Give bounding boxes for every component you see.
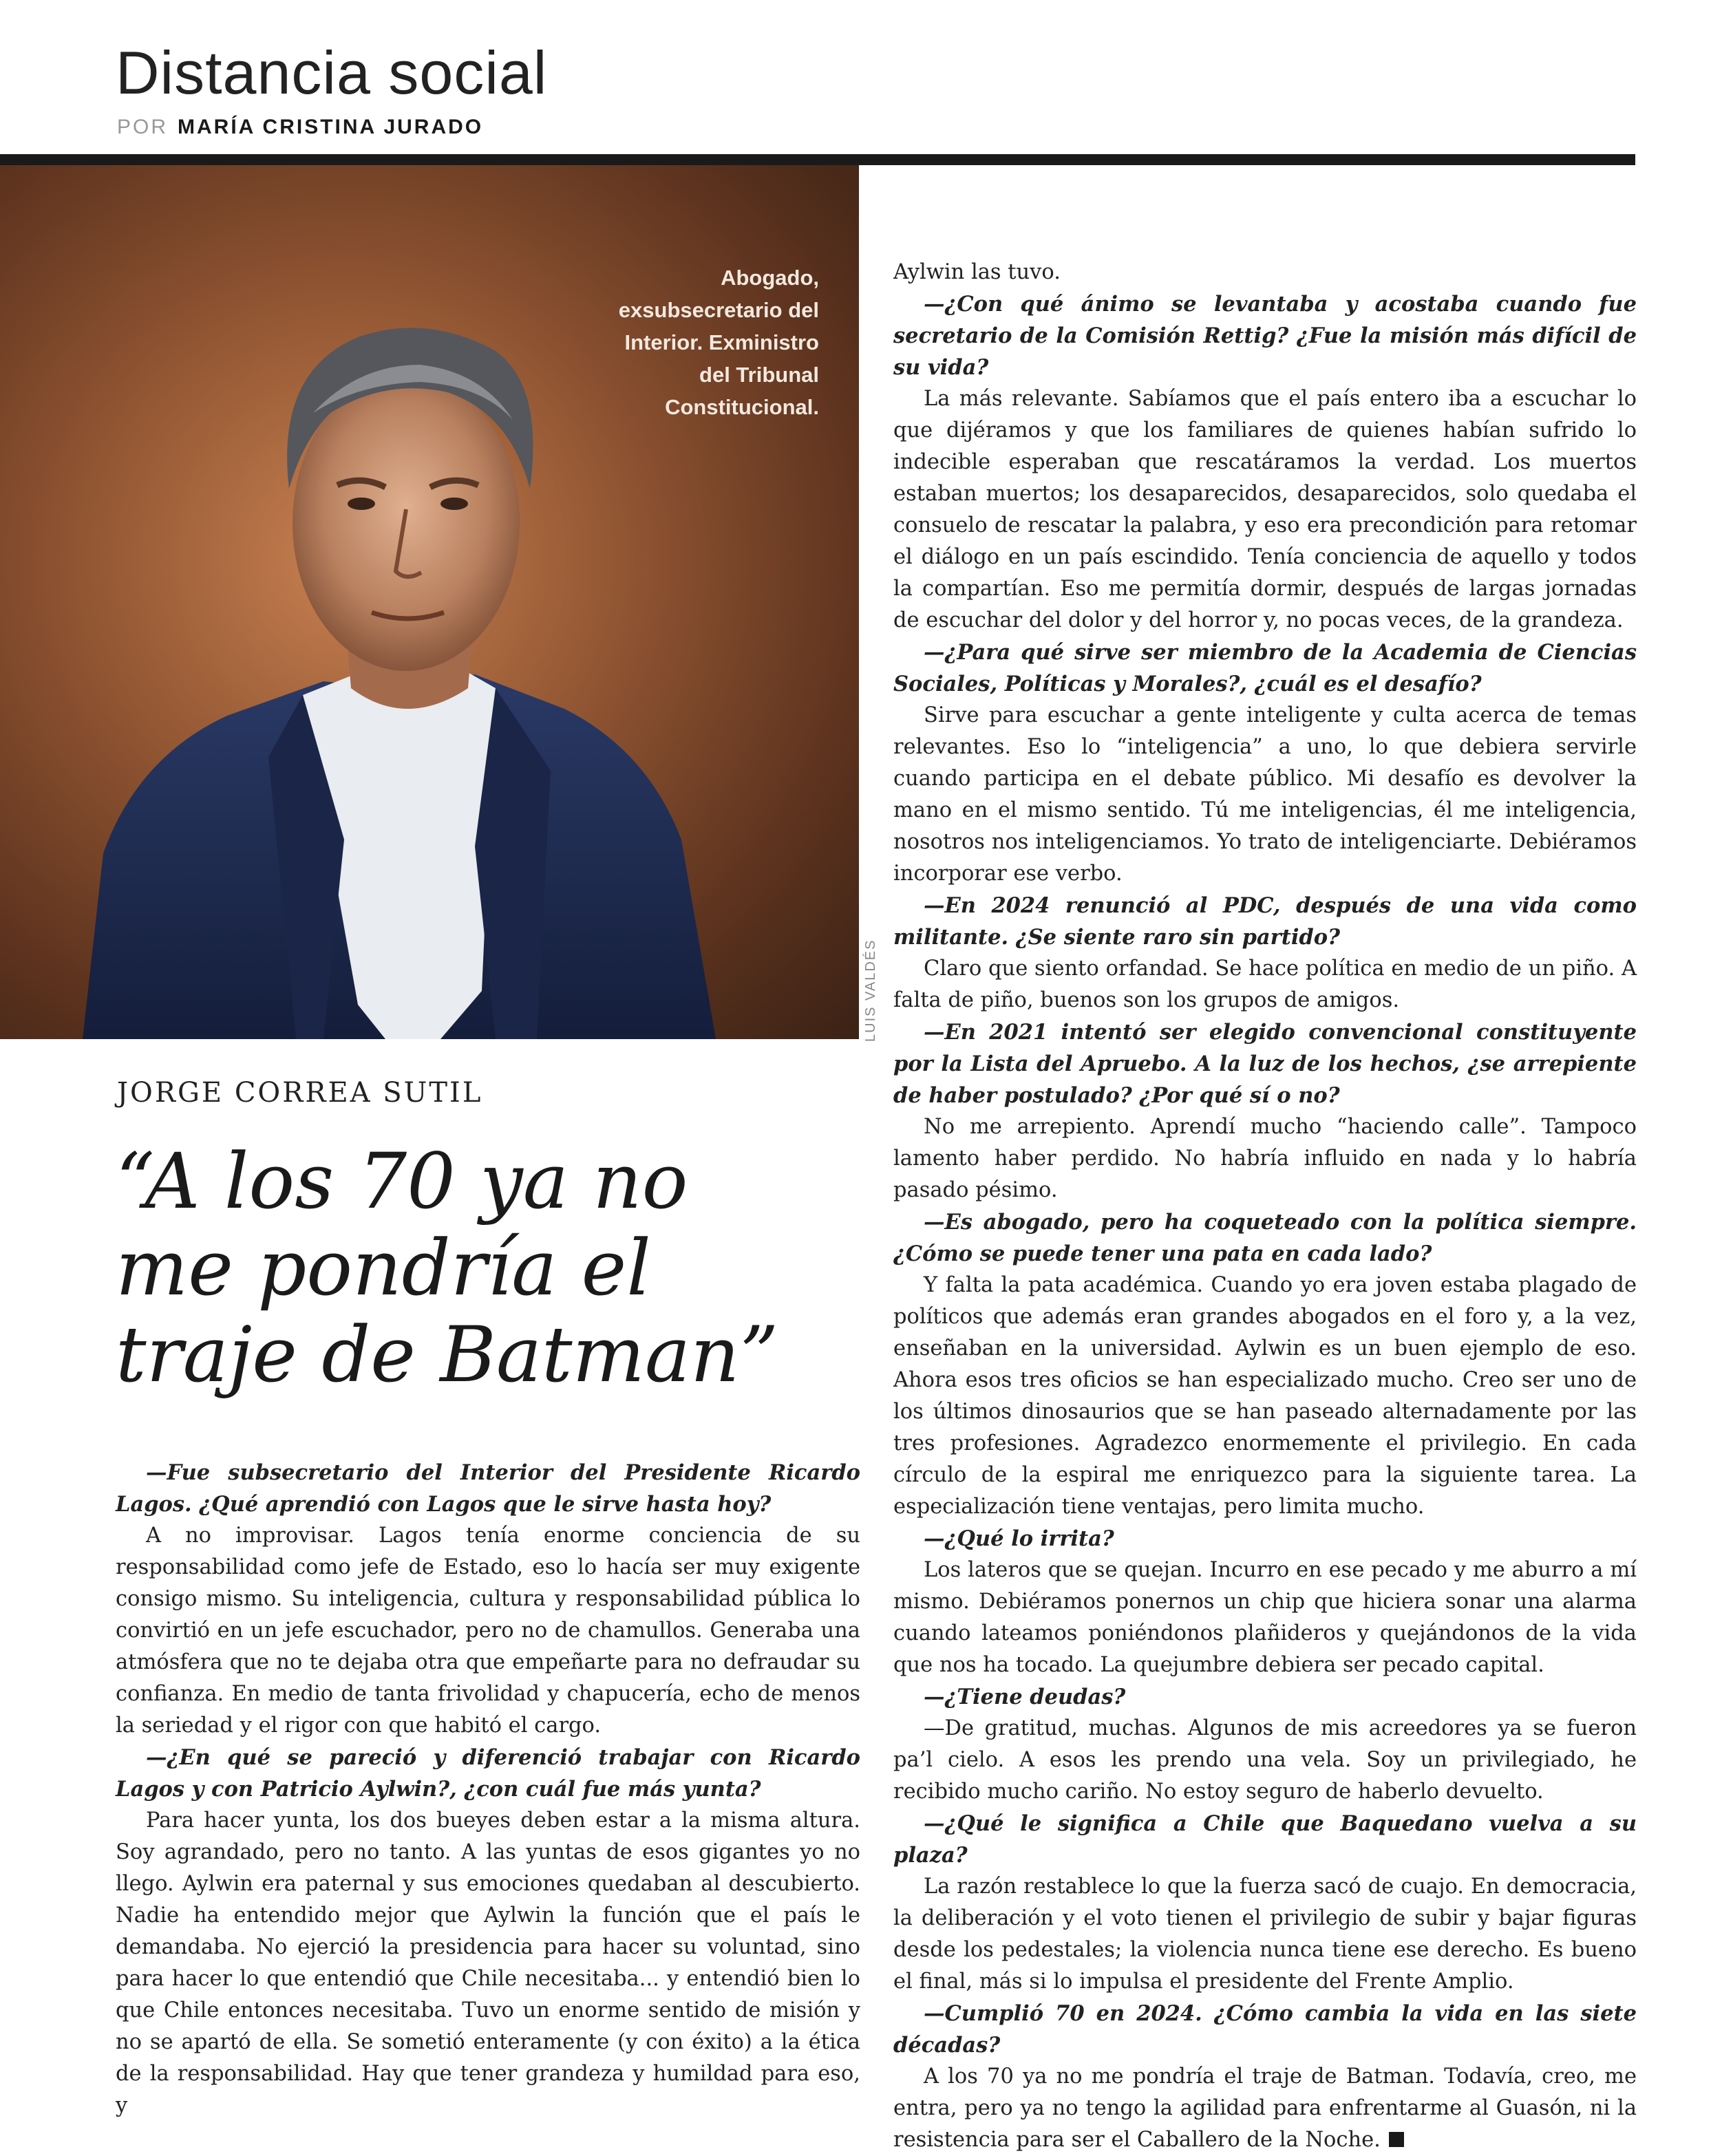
- headline: [116, 1139, 859, 1399]
- article-column-left: [116, 1457, 860, 2122]
- end-mark-icon: [1389, 2132, 1404, 2147]
- interview-question: —Fue subsecretario del Interior del Presidente Ricardo Lagos. ¿Qué aprendió con Lagos que le sirve hasta hoy?: [116, 1460, 860, 1517]
- interview-question: —En 2024 renunció al PDC, después de una vida como militante. ¿Se siente raro sin partido?: [893, 893, 1637, 950]
- interview-question: —¿Tiene deudas?: [924, 1685, 1126, 1709]
- interview-answer-continued: Aylwin las tuvo.: [893, 260, 1061, 284]
- interview-question: —En 2021 intentó ser elegido convencional constituyente por la Lista del Apruebo. A la luz de los hechos, ¿se arrepiente de haber postulado? ¿Por qué sí o no?: [893, 1020, 1637, 1108]
- interview-answer: Claro que siento orfandad. Se hace política en medio de un piño. A falta de piño, buenos son los grupos de amigos.: [893, 957, 1637, 1012]
- interview-question: —Cumplió 70 en 2024. ¿Cómo cambia la vida en las siete décadas?: [893, 2001, 1637, 2058]
- final-answer-text: A los 70 ya no me pondría el traje de Batman. Todavía, creo, me entra, pero ya no tengo la agilidad para enfrentarme al Guasón, ni la resistencia para ser el Caballero de la Noche.: [893, 2064, 1637, 2152]
- headline-line: me pondría el: [116, 1224, 651, 1313]
- interview-question: —¿Qué le significa a Chile que Baquedano vuelva a su plaza?: [893, 1811, 1637, 1868]
- interview-question: —¿Para qué sirve ser miembro de la Academia de Ciencias Sociales, Políticas y Morales?, ¿cuál es el desafío?: [893, 640, 1637, 696]
- interview-answer: La más relevante. Sabíamos que el país entero iba a escuchar lo que dijéramos y que los familiares de quienes habían sufrido lo indecible esperaban que rescatáramos la verdad. Los muertos estaban muertos; los desaparecidos, desaparecidos, solo quedaba el consuelo de rescatar la palabra, y eso era precondición para retomar el diálogo en un país escindido. Tenía conciencia de aquello y todos la compartían. Eso me permitía dormir, después de largas jornadas de escuchar del dolor y del horror y, no pocas veces, de la grandeza.: [893, 387, 1637, 632]
- interview-answer: Sirve para escuchar a gente inteligente y culta acerca de temas relevantes. Eso lo “inteligencia” a uno, lo que debiera servirle cuando participa en el debate público. Mi desafío es devolver la mano en el mismo sentido. Tú me inteligencias, él me inteligencia, nosotros nos inteligenciamos. Yo trato de inteligenciarte. Debiéramos incorporar ese verbo.: [893, 703, 1637, 886]
- interview-question: —Es abogado, pero ha coqueteado con la política siempre. ¿Cómo se puede tener una pata en cada lado?: [893, 1210, 1637, 1266]
- interview-answer: —De gratitud, muchas. Algunos de mis acreedores ya se fueron pa’l cielo. A esos les prendo una vela. Soy un privilegiado, he recibido mucho cariño. No estoy seguro de haberlo devuelto.: [893, 1716, 1637, 1804]
- interview-question: —¿Con qué ánimo se levantaba y acostaba cuando fue secretario de la Comisión Rettig? ¿Fue la misión más difícil de su vida?: [893, 292, 1637, 380]
- header-rule: [0, 154, 1635, 165]
- interview-answer: A no improvisar. Lagos tenía enorme conciencia de su responsabilidad como jefe de Estado, eso lo hacía ser muy exigente consigo mismo. Su inteligencia, cultura y responsabilidad pública lo convirtió en un jefe escuchador, pero no de chamullos. Generaba una atmósfera que no te dejaba otra que empeñarte para no defraudar su confianza. En medio de tanta frivolidad y chapucería, echo de menos la seriedad y el rigor con que habitó el cargo.: [116, 1524, 860, 1738]
- interviewee-name: JORGE CORREA SUTIL: [117, 1077, 483, 1109]
- interview-answer: Para hacer yunta, los dos bueyes deben estar a la misma altura. Soy agrandado, pero no tanto. A las yuntas de esos gigantes yo no llego. Aylwin era paternal y sus emociones quedaban al descubierto. Nadie ha entendido mejor que Aylwin la función que el país le demandaba. No ejerció la presidencia para hacer su voluntad, sino para hacer lo que entendió que Chile necesitaba... y entendió bien lo que Chile entonces necesitaba. Tuvo un enorme sentido de misión y no se apartó de ella. Se sometió enteramente (y con éxito) a la ética de la responsabilidad. Hay que tener grandeza y humildad para eso, y: [116, 1808, 860, 2117]
- interview-answer: La razón restablece lo que la fuerza sacó de cuajo. En democracia, la deliberación y el voto tienen el privilegio de subir y bajar figuras desde los pedestales; la violencia nunca tiene ese derecho. Es bueno el final, más si lo impulsa el presidente del Frente Amplio.: [893, 1875, 1637, 1994]
- interview-answer: No me arrepiento. Aprendí mucho “haciendo calle”. Tampoco lamento haber perdido. No habría influido en nada y lo habría pasado pésimo.: [893, 1115, 1637, 1202]
- headline-line: “A los 70 ya no: [116, 1138, 688, 1226]
- section-title: Distancia social: [116, 39, 548, 107]
- byline-author: MARÍA CRISTINA JURADO: [178, 116, 484, 138]
- byline: [117, 116, 483, 139]
- photo-credit: LUIS VALDÉS: [863, 939, 878, 1042]
- portrait-illustration: [0, 165, 859, 1039]
- interview-answer: Los lateros que se quejan. Incurro en ese pecado y me aburro a mí mismo. Debiéramos ponernos un chip que hiciera sonar una alarma cuando lateamos poniéndonos plañideros y quejándonos de la vida que nos ha tocado. La quejumbre debiera ser pecado capital.: [893, 1558, 1637, 1677]
- byline-prefix: POR: [117, 116, 169, 138]
- interview-question: —¿En qué se pareció y diferenció trabajar con Ricardo Lagos y con Patricio Aylwin?, ¿con cuál fue más yunta?: [116, 1745, 860, 1802]
- headline-line: traje de Batman”: [116, 1311, 779, 1400]
- interview-question: —¿Qué lo irrita?: [924, 1526, 1114, 1551]
- article-column-right: [893, 257, 1637, 2156]
- interview-answer: Y falta la pata académica. Cuando yo era joven estaba plagado de políticos que además eran grandes abogados en el foro y, a la vez, enseñaban en la universidad. Aylwin es un buen ejemplo de eso. Ahora esos tres oficios se han especializado mucho. Creo ser uno de los últimos dinosaurios que se han paseado alternadamente por las tres profesiones. Agradezco enormemente el privilegio. En cada círculo de la espiral me enriquezco para la siguiente tarea. La especialización tiene ventajas, pero limita mucho.: [893, 1273, 1637, 1519]
- interview-answer-final: [893, 2061, 1637, 2156]
- photo-caption: Abogado, exsubsecretario del Interior. Exministro del Tribunal Constitucional.: [618, 266, 819, 419]
